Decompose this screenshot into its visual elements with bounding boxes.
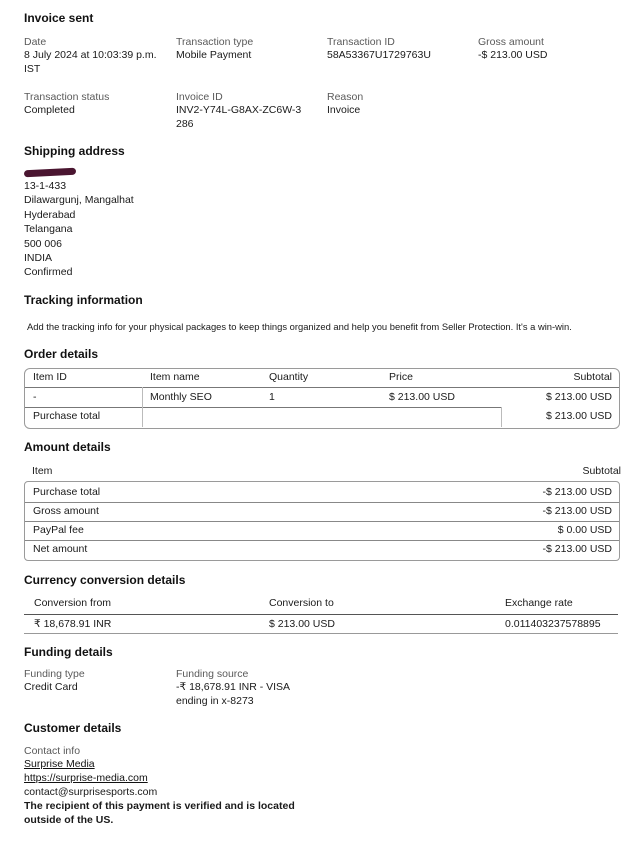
date-label: Date [24,36,47,48]
order-header-price: Price [389,371,413,383]
order-price: $ 213.00 USD [389,391,455,403]
address-status: Confirmed [24,266,73,279]
amount-row-label: PayPal fee [33,524,84,536]
order-row-divider [25,407,501,408]
amount-divider [25,521,619,522]
invoice-id-label: Invoice ID [176,91,223,103]
address-line: Hyderabad [24,208,76,221]
address-line: 500 006 [24,237,62,250]
invoice-id-value: INV2-Y74L-G8AX-ZC6W-3286 [176,104,302,130]
address-line: Telangana [24,223,73,236]
customer-heading: Customer details [24,721,122,735]
transaction-type-field [176,36,321,62]
order-table [24,368,620,429]
funding-source-line: ending in x-8273 [176,695,254,707]
currency-rate-value: 0.011403237578895 [505,618,601,630]
order-header-item-id: Item ID [33,371,67,383]
order-quantity: 1 [269,391,275,403]
currency-divider [24,614,618,615]
transaction-type-value: Mobile Payment [176,49,252,61]
currency-bottom-divider [24,633,618,634]
amount-row-label: Gross amount [33,505,99,517]
order-item-id: - [33,391,37,403]
amount-header-subtotal: Subtotal [582,465,621,477]
transaction-status-field [24,91,169,117]
tracking-text: Add the tracking info for your physical packages to keep things organized and help you benefit from Seller Protection. It's a win-win. [27,321,572,332]
transaction-status-label: Transaction status [24,91,110,103]
currency-header-to: Conversion to [269,597,334,609]
order-header-subtotal: Subtotal [573,371,612,383]
transaction-status-value: Completed [24,104,75,116]
funding-heading: Funding details [24,645,113,659]
amount-row-value: $ 0.00 USD [557,524,612,536]
tracking-heading: Tracking information [24,293,143,307]
currency-header-from: Conversion from [34,597,112,609]
shipping-heading: Shipping address [24,144,125,158]
order-total-label: Purchase total [33,410,101,422]
amount-row-label: Net amount [33,543,88,555]
reason-value: Invoice [327,104,361,116]
currency-table [24,594,618,634]
reason-field [327,91,472,117]
currency-header-rate: Exchange rate [505,597,573,609]
amount-heading: Amount details [24,440,111,454]
funding-source-field [176,668,290,708]
order-header-quantity: Quantity [269,371,309,383]
transaction-id-label: Transaction ID [327,36,395,48]
order-divider [25,387,619,388]
order-header-item-name: Item name [150,371,200,383]
customer-email: contact@surprisesports.com [24,786,158,798]
order-col-divider [501,407,502,427]
order-item-name: Monthly SEO [150,391,212,403]
amount-table [24,481,620,561]
customer-website-link[interactable]: https://surprise-media.com [24,772,148,784]
funding-type-value: Credit Card [24,681,78,693]
gross-amount-field [478,36,620,62]
currency-to-value: $ 213.00 USD [269,618,335,630]
date-value: 8 July 2024 at 10:03:39 p.m. IST [24,49,157,75]
amount-row-value: -$ 213.00 USD [542,543,612,555]
gross-amount-value: -$ 213.00 USD [478,49,548,61]
currency-from-value: ₹ 18,678.91 INR [34,618,112,630]
order-col-divider [142,387,143,407]
transaction-id-field [327,36,472,62]
reason-label: Reason [327,91,364,103]
order-subtotal: $ 213.00 USD [546,391,612,403]
address-line: Dilawargunj, Mangalhat [24,194,134,207]
funding-source-line: -₹ 18,678.91 INR - VISA [176,681,291,693]
transaction-type-label: Transaction type [176,36,254,48]
address-line: INDIA [24,252,53,265]
date-field [24,36,169,76]
amount-row-label: Purchase total [33,486,101,498]
amount-row-value: -$ 213.00 USD [542,505,612,517]
funding-source-label: Funding source [176,668,249,680]
order-col-divider [142,407,143,427]
amount-row-value: -$ 213.00 USD [542,486,612,498]
invoice-id-field [176,91,304,131]
shipping-address [24,169,134,280]
customer-name-link[interactable]: Surprise Media [24,758,95,770]
verification-note: outside of the US. [24,814,114,826]
verification-note: The recipient of this payment is verified and is located [24,800,295,812]
amount-divider [25,540,619,541]
order-heading: Order details [24,347,99,361]
customer-contact [24,745,295,827]
currency-heading: Currency conversion details [24,573,186,587]
funding-type-label: Funding type [24,668,85,680]
redacted-name [24,168,76,178]
amount-header-item: Item [32,465,53,477]
address-line: 13-1-433 [24,180,67,192]
order-total-value: $ 213.00 USD [546,410,612,422]
gross-amount-label: Gross amount [478,36,544,48]
transaction-id-value: 58A53367U1729763U [327,49,431,61]
funding-type-field [24,668,85,694]
contact-info-label: Contact info [24,745,81,757]
amount-divider [25,502,619,503]
page-title: Invoice sent [24,11,94,25]
